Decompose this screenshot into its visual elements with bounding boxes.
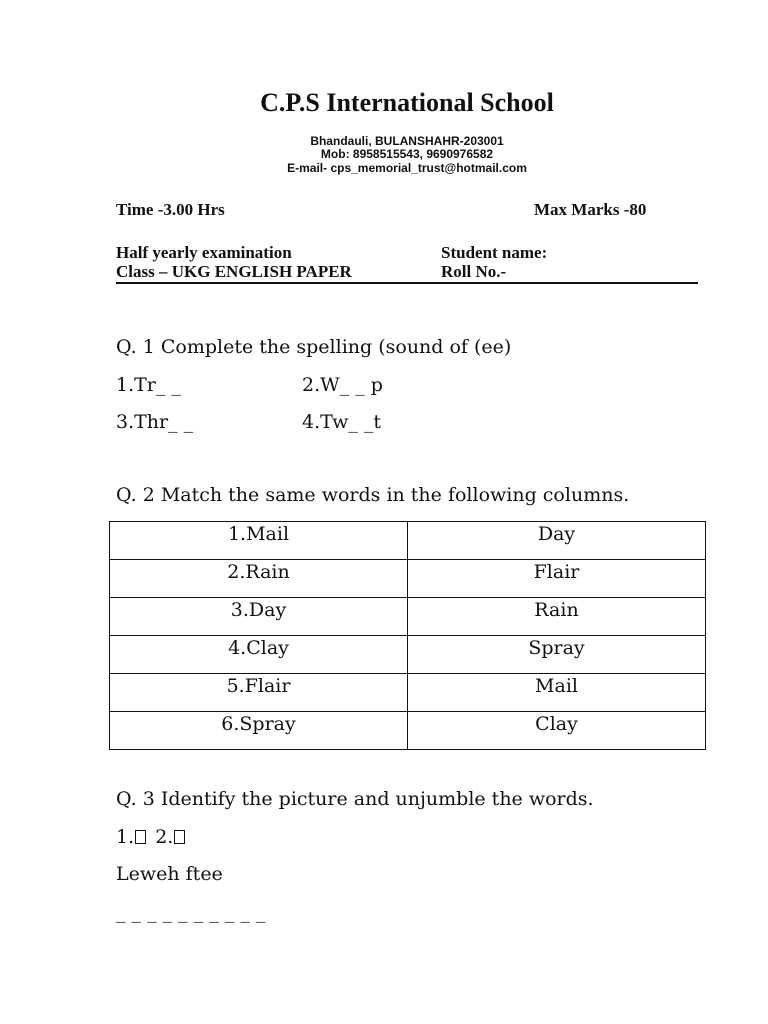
table-row bbox=[110, 522, 706, 560]
match-right-cell: Spray bbox=[408, 636, 706, 674]
q1-item-3: 3.Thr_ _ bbox=[116, 411, 194, 433]
table-row bbox=[110, 712, 706, 750]
roll-no-label: Roll No.- bbox=[441, 262, 507, 281]
match-right-cell: Flair bbox=[408, 560, 706, 598]
q3-pictures bbox=[116, 826, 188, 848]
picture-label-1: 1. bbox=[116, 826, 135, 848]
match-left-cell: 4.Clay bbox=[110, 636, 408, 674]
match-right-cell: Mail bbox=[408, 674, 706, 712]
missing-image-icon bbox=[135, 830, 146, 844]
match-left-cell: 6.Spray bbox=[110, 712, 408, 750]
match-right-cell: Rain bbox=[408, 598, 706, 636]
missing-image-icon bbox=[174, 830, 185, 844]
max-marks: Max Marks -80 bbox=[534, 200, 647, 219]
exam-name: Half yearly examination bbox=[116, 243, 292, 262]
match-left-cell: 1.Mail bbox=[110, 522, 408, 560]
school-email: E-mail- cps_memorial_trust@hotmail.com bbox=[287, 161, 527, 175]
table-row bbox=[110, 636, 706, 674]
school-name: C.P.S International School bbox=[260, 88, 554, 117]
match-right-cell: Day bbox=[408, 522, 706, 560]
match-left-cell: 5.Flair bbox=[110, 674, 408, 712]
picture-label-2: 2. bbox=[155, 826, 174, 848]
q1-item-1: 1.Tr_ _ bbox=[116, 374, 181, 396]
school-address: Bhandauli, BULANSHAHR-203001 bbox=[310, 134, 504, 148]
q1-item-4: 4.Tw_ _t bbox=[302, 411, 382, 433]
q3-title: Q. 3 Identify the picture and unjumble the words. bbox=[116, 788, 594, 810]
class-paper: Class – UKG ENGLISH PAPER bbox=[116, 262, 352, 281]
match-left-cell: 2.Rain bbox=[110, 560, 408, 598]
student-name-label: Student name: bbox=[441, 243, 548, 262]
jumbled-word: Leweh ftee bbox=[116, 863, 223, 885]
q2-title: Q. 2 Match the same words in the following columns. bbox=[116, 484, 630, 506]
table-row bbox=[110, 598, 706, 636]
header-divider bbox=[116, 282, 698, 284]
table-row bbox=[110, 674, 706, 712]
table-row bbox=[110, 560, 706, 598]
answer-blanks: _ _ _ _ _ _ _ _ _ _ bbox=[116, 901, 266, 923]
school-mobile: Mob: 8958515543, 9690976582 bbox=[320, 147, 494, 161]
q1-title: Q. 1 Complete the spelling (sound of (ee) bbox=[116, 336, 512, 358]
q1-item-2: 2.W_ _ p bbox=[302, 374, 383, 396]
match-table bbox=[109, 521, 706, 750]
exam-time: Time -3.00 Hrs bbox=[116, 200, 225, 219]
match-left-cell: 3.Day bbox=[110, 598, 408, 636]
match-right-cell: Clay bbox=[408, 712, 706, 750]
